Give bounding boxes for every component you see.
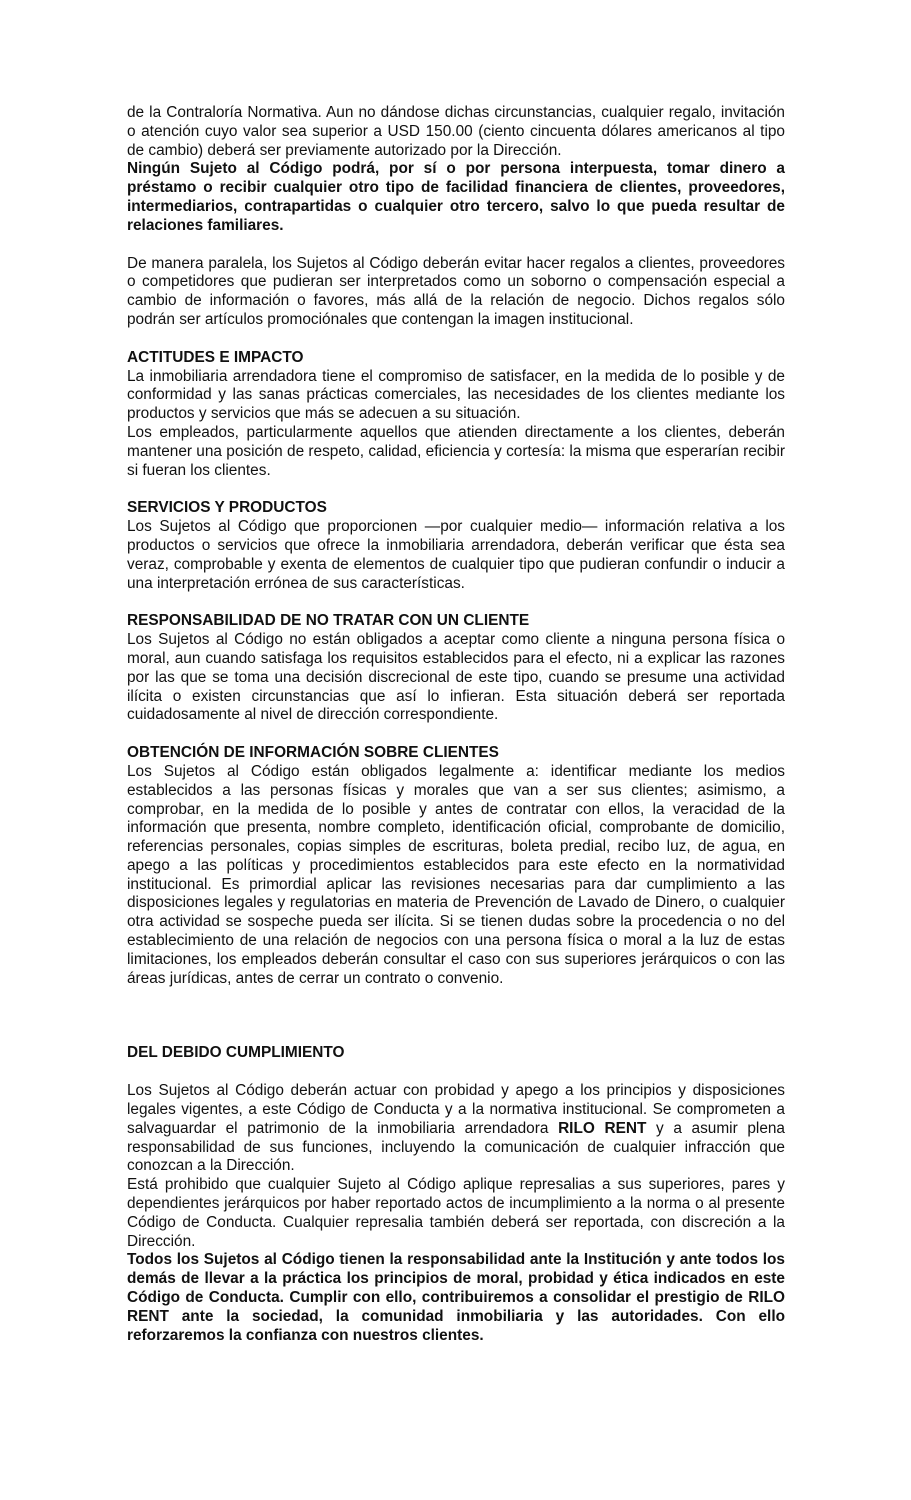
- paragraph-responsibility-bold: Todos los Sujetos al Código tienen la responsabilidad ante la Institución y ante todos los demás de llevar a la práctica los principios de moral, probidad y ética indicados en este Código de Conducta. Cumplir con ello, contribuiremos a consolidar el prestigio de RILO RENT ante la sociedad, la comunidad inmobiliaria y las autoridades. Con ello reforzaremos la confianza con nuestros clientes.: [127, 1251, 785, 1344]
- heading-debido-cumplimiento: DEL DEBIDO CUMPLIMIENTO: [127, 1044, 345, 1062]
- heading-no-tratar-cliente: RESPONSABILIDAD DE NO TRATAR CON UN CLIENTE: [127, 612, 530, 630]
- paragraph-commitment: La inmobiliaria arrendadora tiene el compromiso de satisfacer, en la medida de lo posible y de conformidad y las sanas prácticas comerciales, las necesidades de los clientes mediante los productos y servicios que más se adecuen a su situación.: [127, 367, 785, 423]
- heading-servicios-y-productos: SERVICIOS Y PRODUCTOS: [127, 499, 327, 517]
- paragraph-gifts-authorization: de la Contraloría Normativa. Aun no dándose dichas circunstancias, cualquier regalo, invitación o atención cuyo valor sea superior a USD 150.00 (ciento cincuenta dólares americanos al tipo de cambio) deberá ser previamente autorizado por la Dirección.: [127, 104, 785, 159]
- paragraph-employees-respect: Los empleados, particularmente aquellos que atienden directamente a los clientes, deberán mantener una posición de respeto, calidad, eficiencia y cortesía: la misma que esperarían recibir si fueran los clientes.: [127, 423, 785, 479]
- probity-text-end: y a asumir plena responsabilidad de sus funciones, incluyendo la comunicación de cualquier infracción que conozcan a la Dirección.: [127, 1119, 785, 1175]
- paragraph-gifts-to-clients: De manera paralela, los Sujetos al Código deberán evitar hacer regalos a clientes, proveedores o competidores que pudieran ser interpretados como un soborno o compensación especial a cambio de información o favores, más allá de la relación de negocio. Dichos regalos sólo podrán ser artículos promociónales que contengan la imagen institucional.: [127, 254, 785, 328]
- paragraph-no-loans-bold: Ningún Sujeto al Código podrá, por sí o por persona interpuesta, tomar dinero a préstamo o recibir cualquier otro tipo de facilidad financiera de clientes, proveedores, intermediarios, contrapartidas o cualquier otro tercero, salvo lo que pueda resultar de relaciones familiares.: [127, 160, 785, 234]
- brand-name: RILO RENT: [558, 1119, 647, 1137]
- paragraph-not-obligated: Los Sujetos al Código no están obligados a aceptar como cliente a ninguna persona física o moral, aun cuando satisfaga los requisitos establecidos para el efecto, ni a explicar las razones por las que se toma una decisión discrecional de este tipo, cuando se presume una actividad ilícita o existen circunstancias que así lo infieran. Esta situación deberá ser reportada cuidadosamente al nivel de dirección correspondiente.: [127, 631, 785, 724]
- heading-informacion-clientes: OBTENCIÓN DE INFORMACIÓN SOBRE CLIENTES: [127, 744, 499, 762]
- paragraph-client-identification: Los Sujetos al Código están obligados legalmente a: identificar mediante los medios establecidos a las personas físicas y morales que van a ser sus clientes; asimismo, a comprobar, en la medida de lo posible y antes de contratar con ellos, la veracidad de la información que presenta, nombre completo, identificación oficial, comprobante de domicilio, referencias personales, copias simples de escrituras, boleta predial, recibo luz, de agua, en apego a las políticas y procedimientos establecidos para este efecto en la normatividad institucional. Es primordial aplicar las revisiones necesarias para dar cumplimiento a las disposiciones legales y regulatorias en materia de Prevención de Lavado de Dinero, o cualquier otra actividad se sospeche pueda ser ilícita. Si se tienen dudas sobre la procedencia o no del establecimiento de una relación de negocios con una persona física o moral a la luz de estas limitaciones, los empleados deberán consultar el caso con sus superiores jerárquicos o con las áreas jurídicas, antes de cerrar un contrato o convenio.: [127, 762, 785, 987]
- paragraph-product-information: Los Sujetos al Código que proporcionen —por cualquier medio— información relativa a los productos o servicios que ofrece la inmobiliaria arrendadora, deberán verificar que ésta sea veraz, comprobable y exenta de elementos de cualquier tipo que pudieran confundir o inducir a una interpretación errónea de sus características.: [127, 518, 785, 592]
- heading-actitudes-e-impacto: ACTITUDES E IMPACTO: [127, 348, 304, 366]
- paragraph-probity: [127, 1082, 785, 1176]
- paragraph-no-retaliation: Está prohibido que cualquier Sujeto al Código aplique represalias a sus superiores, pares y dependientes jerárquicos por haber reportado actos de incumplimiento a la norma o al presente Código de Conducta. Cualquier represalia también deberá ser reportada, con discreción a la Dirección.: [127, 1176, 785, 1250]
- probity-text-start: Los Sujetos al Código deberán actuar con probidad y apego a los principios y disposiciones legales vigentes, a este Código de Conducta y a la normativa institucional. Se comprometen a salvaguardar el patrimonio de la inmobiliaria arrendadora: [127, 1082, 785, 1137]
